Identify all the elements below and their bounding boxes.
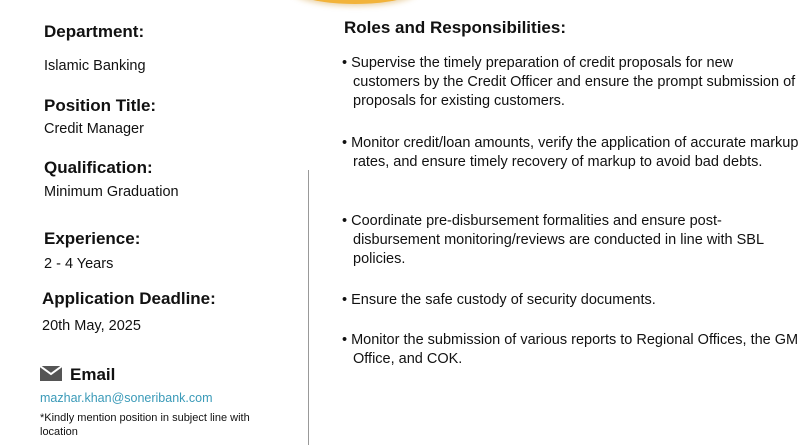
role-item: • Monitor credit/loan amounts, verify the application of accurate markup rates, and ensure timely recovery of markup to avoid bad debts. (342, 135, 799, 170)
email-label: Email (70, 365, 116, 384)
deadline-label: Application Deadline: (42, 289, 216, 308)
position-label: Position Title: (44, 96, 157, 115)
envelope-icon (40, 366, 62, 381)
department-value: Islamic Banking (44, 58, 146, 74)
role-item: • Monitor the submission of various reports to Regional Offices, the GM Office, and COK. (342, 332, 799, 367)
experience-label: Experience: (44, 229, 141, 248)
experience-value: 2 - 4 Years (44, 256, 114, 272)
roles-title: Roles and Responsibilities: (344, 18, 566, 37)
role-item: • Supervise the timely preparation of credit proposals for new customers by the Credit Officer and ensure the prompt submission of proposals for existing customers. (342, 55, 796, 109)
department-label: Department: (44, 22, 145, 41)
role-item: • Ensure the safe custody of security documents. (342, 292, 656, 308)
position-value: Credit Manager (44, 121, 144, 137)
email-link[interactable]: mazhar.khan@soneribank.com (40, 391, 213, 405)
deadline-value: 20th May, 2025 (42, 318, 141, 334)
column-divider (308, 170, 309, 445)
decorative-arc (290, 0, 420, 4)
qualification-label: Qualification: (44, 158, 153, 177)
role-item: • Coordinate pre-disbursement formalities and ensure post-disbursement monitoring/reviews are conducted in line with SBL policies. (342, 213, 764, 267)
email-note: *Kindly mention position in subject line with location (40, 412, 250, 438)
qualification-value: Minimum Graduation (44, 184, 179, 200)
email-heading (40, 365, 115, 385)
